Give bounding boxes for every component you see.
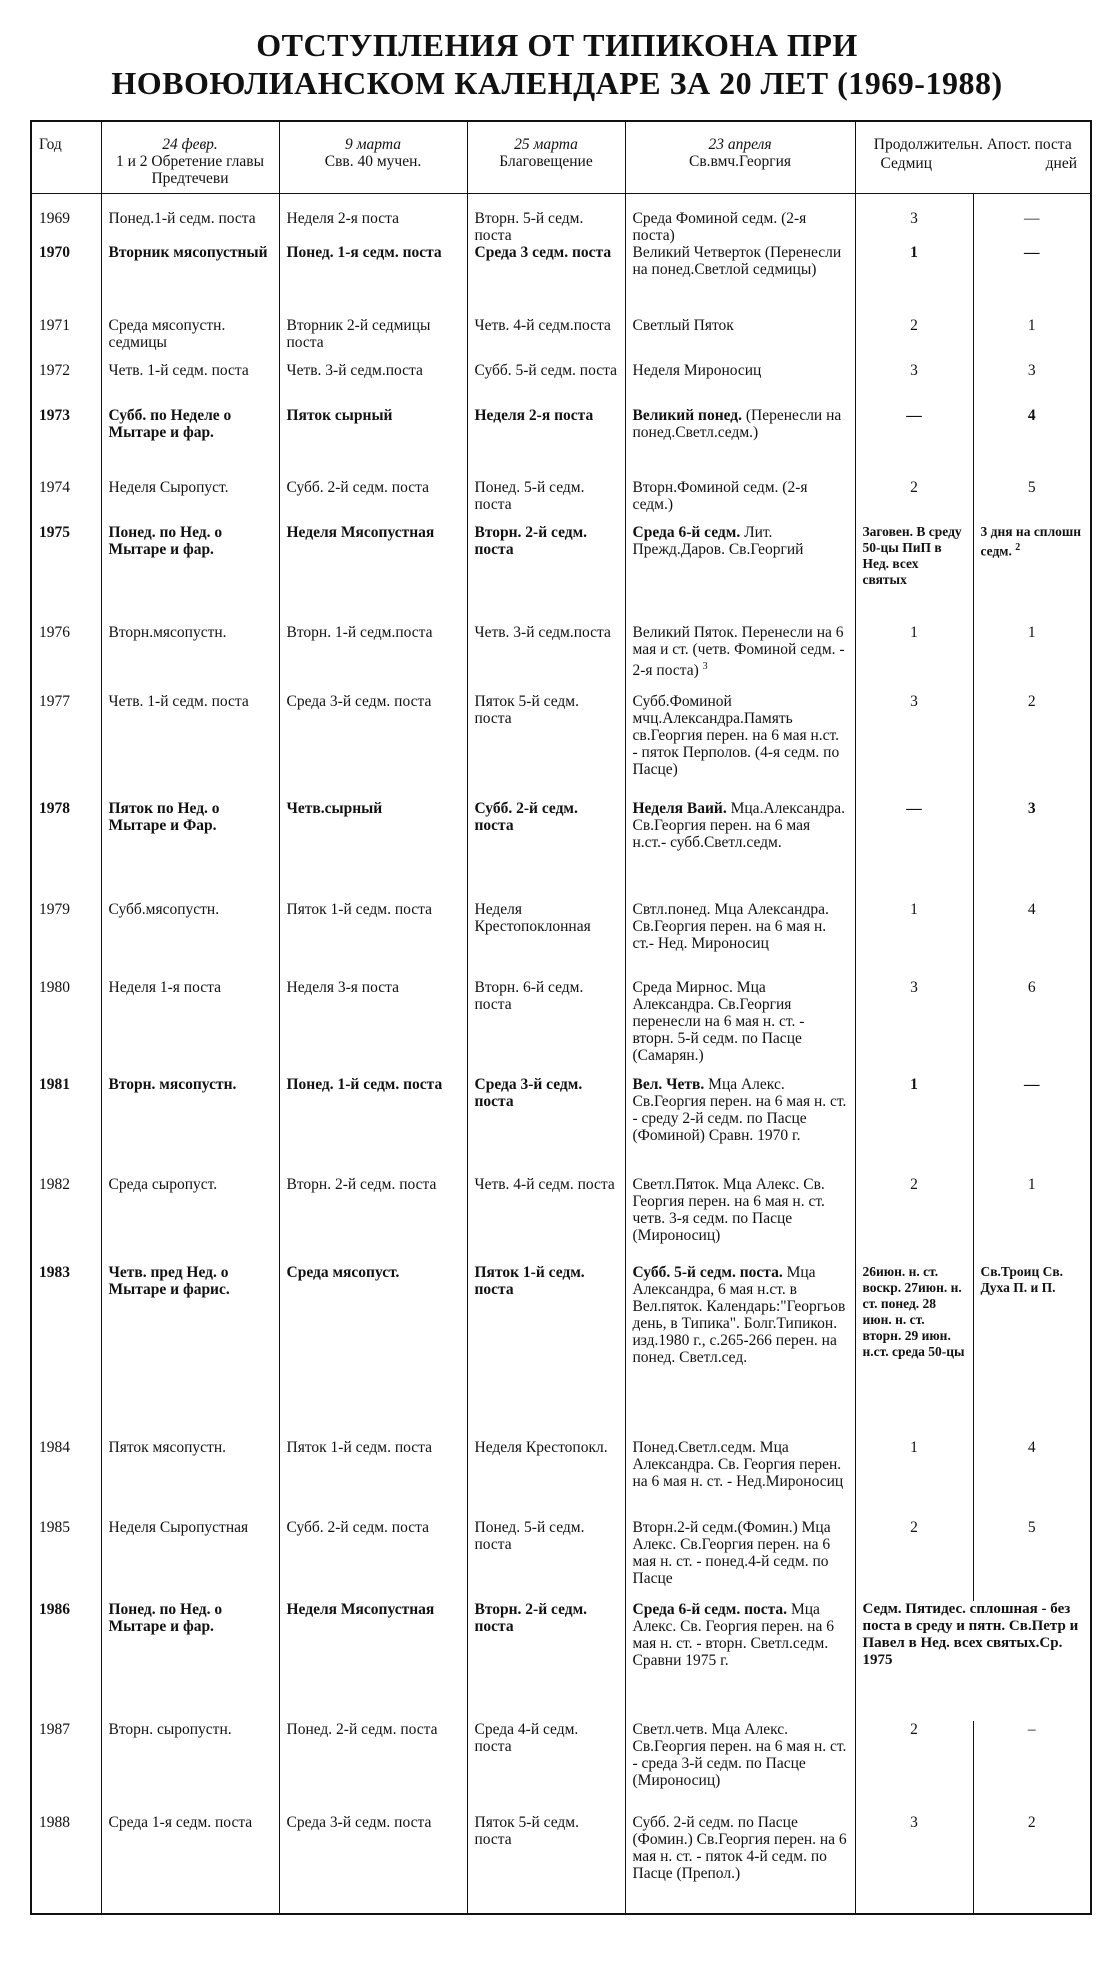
cell-year: 1988	[31, 1814, 101, 1914]
cell-days-text: 3 дня на сплошн седм.	[980, 524, 1082, 559]
cell-apr-23-rest: Мца.Александра. Св.Георгия перен. на 6 мая н.ст.- субб.Светл.седм.	[632, 800, 846, 851]
cell-mar-25: Понед. 5-й седм. поста	[467, 479, 625, 524]
cell-weeks: 2	[855, 317, 973, 362]
cell-apr-23-text: Светл.Пяток. Мца Алекс. Св. Георгия перен. на 6 мая н. ст. четв. 3-я седм. по Пасце (Мироносиц)	[632, 1176, 825, 1244]
cell-days-text: 2	[1027, 1814, 1036, 1831]
cell-mar-25: Вторн. 2-й седм. поста	[467, 1601, 625, 1721]
cell-days	[973, 524, 1091, 624]
cell-days-text: 1	[1027, 317, 1036, 334]
table-row	[31, 1076, 1091, 1176]
cell-mar-9: Субб. 2-й седм. поста	[279, 479, 467, 524]
cell-days	[973, 800, 1091, 901]
cell-days	[973, 979, 1091, 1076]
table-row	[31, 1264, 1091, 1439]
cell-mar-25: Пяток 5-й седм. поста	[467, 1814, 625, 1914]
cell-apr-23-bold: Вел. Четв.	[632, 1076, 705, 1093]
cell-year: 1969	[31, 194, 101, 245]
header-col-1-date: 24 февр.	[162, 136, 218, 153]
cell-mar-25: Пяток 1-й седм. поста	[467, 1264, 625, 1439]
cell-apr-23	[625, 317, 855, 362]
cell-duration-merged: Седм. Пятидес. сплошная - без поста в среду и пятн. Св.Петр и Павел в Нед. всех святых.Ср. 1975	[855, 1601, 1091, 1721]
table-row	[31, 693, 1091, 800]
cell-mar-25: Вторн. 2-й седм. поста	[467, 524, 625, 624]
cell-days	[973, 1814, 1091, 1914]
cell-days-text: 1	[1027, 1176, 1036, 1193]
cell-weeks: 1	[855, 1439, 973, 1519]
cell-feb-24: Четв. 1-й седм. поста	[101, 362, 279, 407]
cell-apr-23-text: Свтл.понед. Мца Александра. Св.Георгия перен. на 6 мая н. ст.- Нед. Мироносиц	[632, 901, 829, 952]
footnote-mark: 3	[702, 661, 708, 672]
cell-days-text: 4	[1027, 901, 1036, 918]
cell-year: 1984	[31, 1439, 101, 1519]
table-row	[31, 194, 1091, 245]
table-row	[31, 317, 1091, 362]
cell-apr-23	[625, 1721, 855, 1814]
cell-apr-23-rest: Лит. Прежд.Даров. Св.Георгий	[632, 524, 804, 558]
cell-days	[973, 693, 1091, 800]
cell-apr-23-text: Понед.Светл.седм. Мца Александра. Св. Георгия перен. на 6 мая н. ст. - Нед.Мироносиц	[632, 1439, 844, 1490]
cell-weeks: 2	[855, 1519, 973, 1601]
cell-days	[973, 901, 1091, 979]
cell-apr-23-rest: Мца Алекс. Св.Георгия перен. на 6 мая н. ст. - среду 2-й седм. по Пасце (Фоминой) Сравн. 1970 г.	[632, 1076, 847, 1144]
cell-feb-24: Среда 1-я седм. поста	[101, 1814, 279, 1914]
cell-year: 1977	[31, 693, 101, 800]
table-row	[31, 1601, 1091, 1721]
cell-mar-9: Понед. 1-я седм. поста	[279, 244, 467, 317]
cell-mar-9: Вторник 2-й седмицы поста	[279, 317, 467, 362]
cell-mar-9: Среда 3-й седм. поста	[279, 1814, 467, 1914]
cell-mar-9: Четв. 3-й седм.поста	[279, 362, 467, 407]
cell-year: 1975	[31, 524, 101, 624]
cell-apr-23	[625, 524, 855, 624]
cell-mar-9: Среда 3-й седм. поста	[279, 693, 467, 800]
cell-feb-24: Среда сыропуст.	[101, 1176, 279, 1264]
cell-feb-24: Пяток мясопустн.	[101, 1439, 279, 1519]
cell-days	[973, 244, 1091, 317]
cell-mar-25: Субб. 5-й седм. поста	[467, 362, 625, 407]
cell-year: 1981	[31, 1076, 101, 1176]
table-row	[31, 979, 1091, 1076]
table-row	[31, 901, 1091, 979]
header-col-1	[101, 121, 279, 194]
cell-apr-23	[625, 1176, 855, 1264]
cell-mar-9: Неделя Мясопустная	[279, 1601, 467, 1721]
title-line-2: НОВОЮЛИАНСКОМ КАЛЕНДАРЕ ЗА 20 ЛЕТ (1969-1988)	[111, 65, 1003, 101]
table-row	[31, 407, 1091, 479]
cell-weeks: 3	[855, 362, 973, 407]
header-col-4	[625, 121, 855, 194]
header-duration-weeks: Седмиц	[880, 155, 932, 172]
cell-days	[973, 407, 1091, 479]
cell-apr-23	[625, 244, 855, 317]
cell-days-text: 3	[1027, 362, 1036, 379]
table-row	[31, 1814, 1091, 1914]
cell-apr-23	[625, 362, 855, 407]
table-row	[31, 479, 1091, 524]
table-row	[31, 1519, 1091, 1601]
cell-mar-25: Неделя Крестопоклонная	[467, 901, 625, 979]
cell-apr-23	[625, 407, 855, 479]
cell-apr-23	[625, 1439, 855, 1519]
cell-mar-9: Субб. 2-й седм. поста	[279, 1519, 467, 1601]
cell-days-text: —	[1024, 210, 1040, 227]
cell-days	[973, 1264, 1091, 1439]
table-row	[31, 800, 1091, 901]
cell-mar-9: Пяток 1-й седм. поста	[279, 1439, 467, 1519]
cell-weeks: 2	[855, 1721, 973, 1814]
cell-apr-23	[625, 1814, 855, 1914]
cell-apr-23-text: Субб. 2-й седм. по Пасце (Фомин.) Св.Георгия перен. на 6 мая н. ст. - пяток 4-й седм. по Пасце (Препол.)	[632, 1814, 847, 1882]
table-header-row	[31, 121, 1091, 194]
cell-days-text: —	[1024, 1076, 1040, 1093]
cell-days-text: 3	[1027, 800, 1036, 817]
cell-apr-23-text: Среда Мирнос. Мца Александра. Св.Георгия перенесли на 6 мая н. ст. - вторн. 5-й седм. по Пасце (Самарян.)	[632, 979, 805, 1064]
cell-apr-23-bold: Субб. 5-й седм. поста.	[632, 1264, 783, 1281]
cell-weeks: 2	[855, 1176, 973, 1264]
cell-weeks: 1	[855, 244, 973, 317]
cell-weeks: 26июн. н. ст. воскр. 27июн. н. ст. понед. 28 июн. н. ст. вторн. 29 июн. н.ст. среда 50-цы	[855, 1264, 973, 1439]
cell-apr-23	[625, 624, 855, 693]
cell-feb-24: Вторн. мясопустн.	[101, 1076, 279, 1176]
cell-days-text: 2	[1027, 693, 1036, 710]
cell-apr-23-text: Светл.четв. Мца Алекс. Св.Георгия перен. на 6 мая н. ст. - среда 3-й седм. по Пасце (Мироносиц)	[632, 1721, 847, 1789]
cell-feb-24: Вторн. сыропустн.	[101, 1721, 279, 1814]
cell-feb-24: Понед. по Нед. о Мытаре и фар.	[101, 1601, 279, 1721]
cell-weeks: 3	[855, 693, 973, 800]
cell-mar-25: Неделя Крестопокл.	[467, 1439, 625, 1519]
cell-year: 1979	[31, 901, 101, 979]
cell-feb-24: Четв. пред Нед. о Мытаре и фарис.	[101, 1264, 279, 1439]
cell-weeks: Заговен. В среду 50-цы ПиП в Нед. всех святых	[855, 524, 973, 624]
cell-mar-25: Понед. 5-й седм. поста	[467, 1519, 625, 1601]
cell-feb-24: Вторн.мясопустн.	[101, 624, 279, 693]
cell-mar-25: Среда 3 седм. поста	[467, 244, 625, 317]
title-line-1: ОТСТУПЛЕНИЯ ОТ ТИПИКОНА ПРИ	[256, 27, 858, 63]
header-col-3	[467, 121, 625, 194]
cell-apr-23-bold: Неделя Ваий.	[632, 800, 727, 817]
header-col-3-date: 25 марта	[514, 136, 578, 153]
cell-apr-23	[625, 1076, 855, 1176]
cell-weeks: 1	[855, 624, 973, 693]
cell-apr-23	[625, 901, 855, 979]
header-col-2-name: Свв. 40 мучен.	[324, 153, 422, 170]
cell-year: 1976	[31, 624, 101, 693]
cell-days-text: 4	[1027, 407, 1036, 424]
cell-days	[973, 362, 1091, 407]
cell-mar-25: Вторн. 6-й седм. поста	[467, 979, 625, 1076]
cell-mar-25: Среда 4-й седм. поста	[467, 1721, 625, 1814]
cell-feb-24: Пяток по Нед. о Мытаре и Фар.	[101, 800, 279, 901]
cell-mar-9: Понед. 2-й седм. поста	[279, 1721, 467, 1814]
cell-year: 1980	[31, 979, 101, 1076]
cell-year: 1985	[31, 1519, 101, 1601]
cell-days	[973, 624, 1091, 693]
cell-year: 1983	[31, 1264, 101, 1439]
cell-apr-23	[625, 800, 855, 901]
cell-year: 1978	[31, 800, 101, 901]
cell-apr-23-text: Неделя Мироносиц	[632, 362, 762, 379]
cell-days-text: 4	[1027, 1439, 1036, 1456]
cell-feb-24: Неделя 1-я поста	[101, 979, 279, 1076]
cell-mar-25: Субб. 2-й седм. поста	[467, 800, 625, 901]
table-row	[31, 524, 1091, 624]
cell-feb-24: Субб.мясопустн.	[101, 901, 279, 979]
cell-apr-23-text: Вторн.2-й седм.(Фомин.) Мца Алекс. Св.Георгия перен. на 6 мая н. ст. - понед.4-й седм. по Пасце	[632, 1519, 831, 1587]
cell-mar-9: Неделя Мясопустная	[279, 524, 467, 624]
cell-apr-23-rest: Мца Александра, 6 мая н.ст. в Вел.пяток. Календарь:"Георгьов день, в Типика". Болг.Типикон. изд.1980 г., с.265-266 перен. на понед. Светл.сед.	[632, 1264, 846, 1366]
cell-mar-9: Неделя 3-я поста	[279, 979, 467, 1076]
cell-apr-23-bold: Великий понед.	[632, 407, 743, 424]
cell-apr-23	[625, 979, 855, 1076]
cell-days	[973, 1076, 1091, 1176]
cell-mar-9: Понед. 1-й седм. поста	[279, 1076, 467, 1176]
cell-mar-25: Четв. 4-й седм. поста	[467, 1176, 625, 1264]
cell-mar-25: Вторн. 5-й седм. поста	[467, 194, 625, 245]
cell-days	[973, 479, 1091, 524]
cell-apr-23-bold: Среда 6-й седм.	[632, 524, 741, 541]
cell-year: 1987	[31, 1721, 101, 1814]
cell-apr-23-bold: Среда 6-й седм. поста.	[632, 1601, 788, 1618]
calendar-table	[30, 120, 1092, 1915]
cell-weeks: 3	[855, 1814, 973, 1914]
cell-apr-23-rest: Мца Алекс. Св. Георгия перен. на 6 мая н. ст. - вторн. Светл.седм. Сравни 1975 г.	[632, 1601, 834, 1669]
cell-days	[973, 1519, 1091, 1601]
cell-feb-24: Неделя Сыропустная	[101, 1519, 279, 1601]
cell-apr-23	[625, 194, 855, 245]
cell-mar-9: Вторн. 2-й седм. поста	[279, 1176, 467, 1264]
cell-mar-9: Пяток 1-й седм. поста	[279, 901, 467, 979]
cell-weeks: 1	[855, 901, 973, 979]
header-col-4-date: 23 апреля	[708, 136, 772, 153]
cell-mar-25: Среда 3-й седм. поста	[467, 1076, 625, 1176]
cell-mar-9: Пяток сырный	[279, 407, 467, 479]
table-row	[31, 1176, 1091, 1264]
cell-days-text: —	[1024, 244, 1040, 261]
cell-feb-24: Понед.1-й седм. поста	[101, 194, 279, 245]
cell-weeks: 1	[855, 1076, 973, 1176]
table-row	[31, 244, 1091, 317]
cell-year: 1970	[31, 244, 101, 317]
cell-apr-23	[625, 1519, 855, 1601]
header-col-3-name: Благовещение	[499, 153, 593, 170]
cell-apr-23	[625, 693, 855, 800]
cell-feb-24: Четв. 1-й седм. поста	[101, 693, 279, 800]
cell-feb-24: Среда мясопустн. седмицы	[101, 317, 279, 362]
cell-days-text: 5	[1027, 1519, 1036, 1536]
cell-apr-23-text: Вторн.Фоминой седм. (2-я седм.)	[632, 479, 808, 513]
table-row	[31, 1439, 1091, 1519]
table-row	[31, 1721, 1091, 1814]
header-col-2-date: 9 марта	[345, 136, 401, 153]
cell-year: 1982	[31, 1176, 101, 1264]
cell-apr-23-text: Великий Пяток. Перенесли на 6 мая и ст. (четв. Фоминой седм. - 2-я поста)	[632, 624, 845, 680]
cell-days	[973, 1721, 1091, 1814]
cell-year: 1974	[31, 479, 101, 524]
cell-days	[973, 1176, 1091, 1264]
cell-year: 1971	[31, 317, 101, 362]
cell-feb-24: Неделя Сыропуст.	[101, 479, 279, 524]
cell-days	[973, 194, 1091, 245]
cell-weeks: 3	[855, 194, 973, 245]
cell-days-text: 5	[1027, 479, 1036, 496]
cell-days-text: 1	[1027, 624, 1036, 641]
cell-mar-25: Четв. 3-й седм.поста	[467, 624, 625, 693]
cell-year: 1972	[31, 362, 101, 407]
cell-days	[973, 317, 1091, 362]
cell-weeks: —	[855, 407, 973, 479]
cell-days-text: –	[1027, 1721, 1036, 1738]
cell-days-text: Св.Троиц Св. Духа П. и П.	[980, 1264, 1064, 1295]
cell-feb-24: Понед. по Нед. о Мытаре и фар.	[101, 524, 279, 624]
cell-apr-23-text: Великий Четверток (Перенесли на понед.Светлой седмицы)	[632, 244, 842, 278]
cell-feb-24: Вторник мясопустный	[101, 244, 279, 317]
cell-mar-25: Пяток 5-й седм. поста	[467, 693, 625, 800]
cell-apr-23	[625, 479, 855, 524]
header-col-1-name: 1 и 2 Обретение главы Предтечеви	[115, 153, 265, 187]
table-row	[31, 362, 1091, 407]
header-col-2	[279, 121, 467, 194]
cell-apr-23-text: Светлый Пяток	[632, 317, 734, 334]
cell-mar-9: Неделя 2-я поста	[279, 194, 467, 245]
header-year: Год	[31, 121, 101, 194]
header-duration-days: дней	[1045, 155, 1077, 172]
cell-mar-9: Четв.сырный	[279, 800, 467, 901]
cell-weeks: —	[855, 800, 973, 901]
cell-days-text: 6	[1027, 979, 1036, 996]
cell-apr-23	[625, 1264, 855, 1439]
cell-apr-23-rest: (Перенесли на понед.Светл.седм.)	[632, 407, 842, 441]
cell-mar-9: Среда мясопуст.	[279, 1264, 467, 1439]
cell-mar-25: Четв. 4-й седм.поста	[467, 317, 625, 362]
cell-year: 1986	[31, 1601, 101, 1721]
cell-weeks: 2	[855, 479, 973, 524]
cell-weeks: 3	[855, 979, 973, 1076]
cell-apr-23-text: Среда Фоминой седм. (2-я поста)	[632, 210, 807, 244]
footnote-mark: 2	[1015, 542, 1021, 553]
cell-mar-25: Неделя 2-я поста	[467, 407, 625, 479]
header-col-4-name: Св.вмч.Георгия	[688, 153, 791, 170]
cell-apr-23	[625, 1601, 855, 1721]
cell-days	[973, 1439, 1091, 1519]
header-duration	[855, 121, 1091, 194]
page-title	[0, 26, 1114, 102]
table-row	[31, 624, 1091, 693]
cell-year: 1973	[31, 407, 101, 479]
header-duration-title: Продолжительн. Апост. поста	[873, 136, 1072, 153]
cell-mar-9: Вторн. 1-й седм.поста	[279, 624, 467, 693]
cell-feb-24: Субб. по Неделе о Мытаре и фар.	[101, 407, 279, 479]
cell-apr-23-text: Субб.Фоминой мчц.Александра.Память св.Георгия перен. на 6 мая н.ст. - пяток Перполов. (4-я седм. по Пасце)	[632, 693, 840, 778]
